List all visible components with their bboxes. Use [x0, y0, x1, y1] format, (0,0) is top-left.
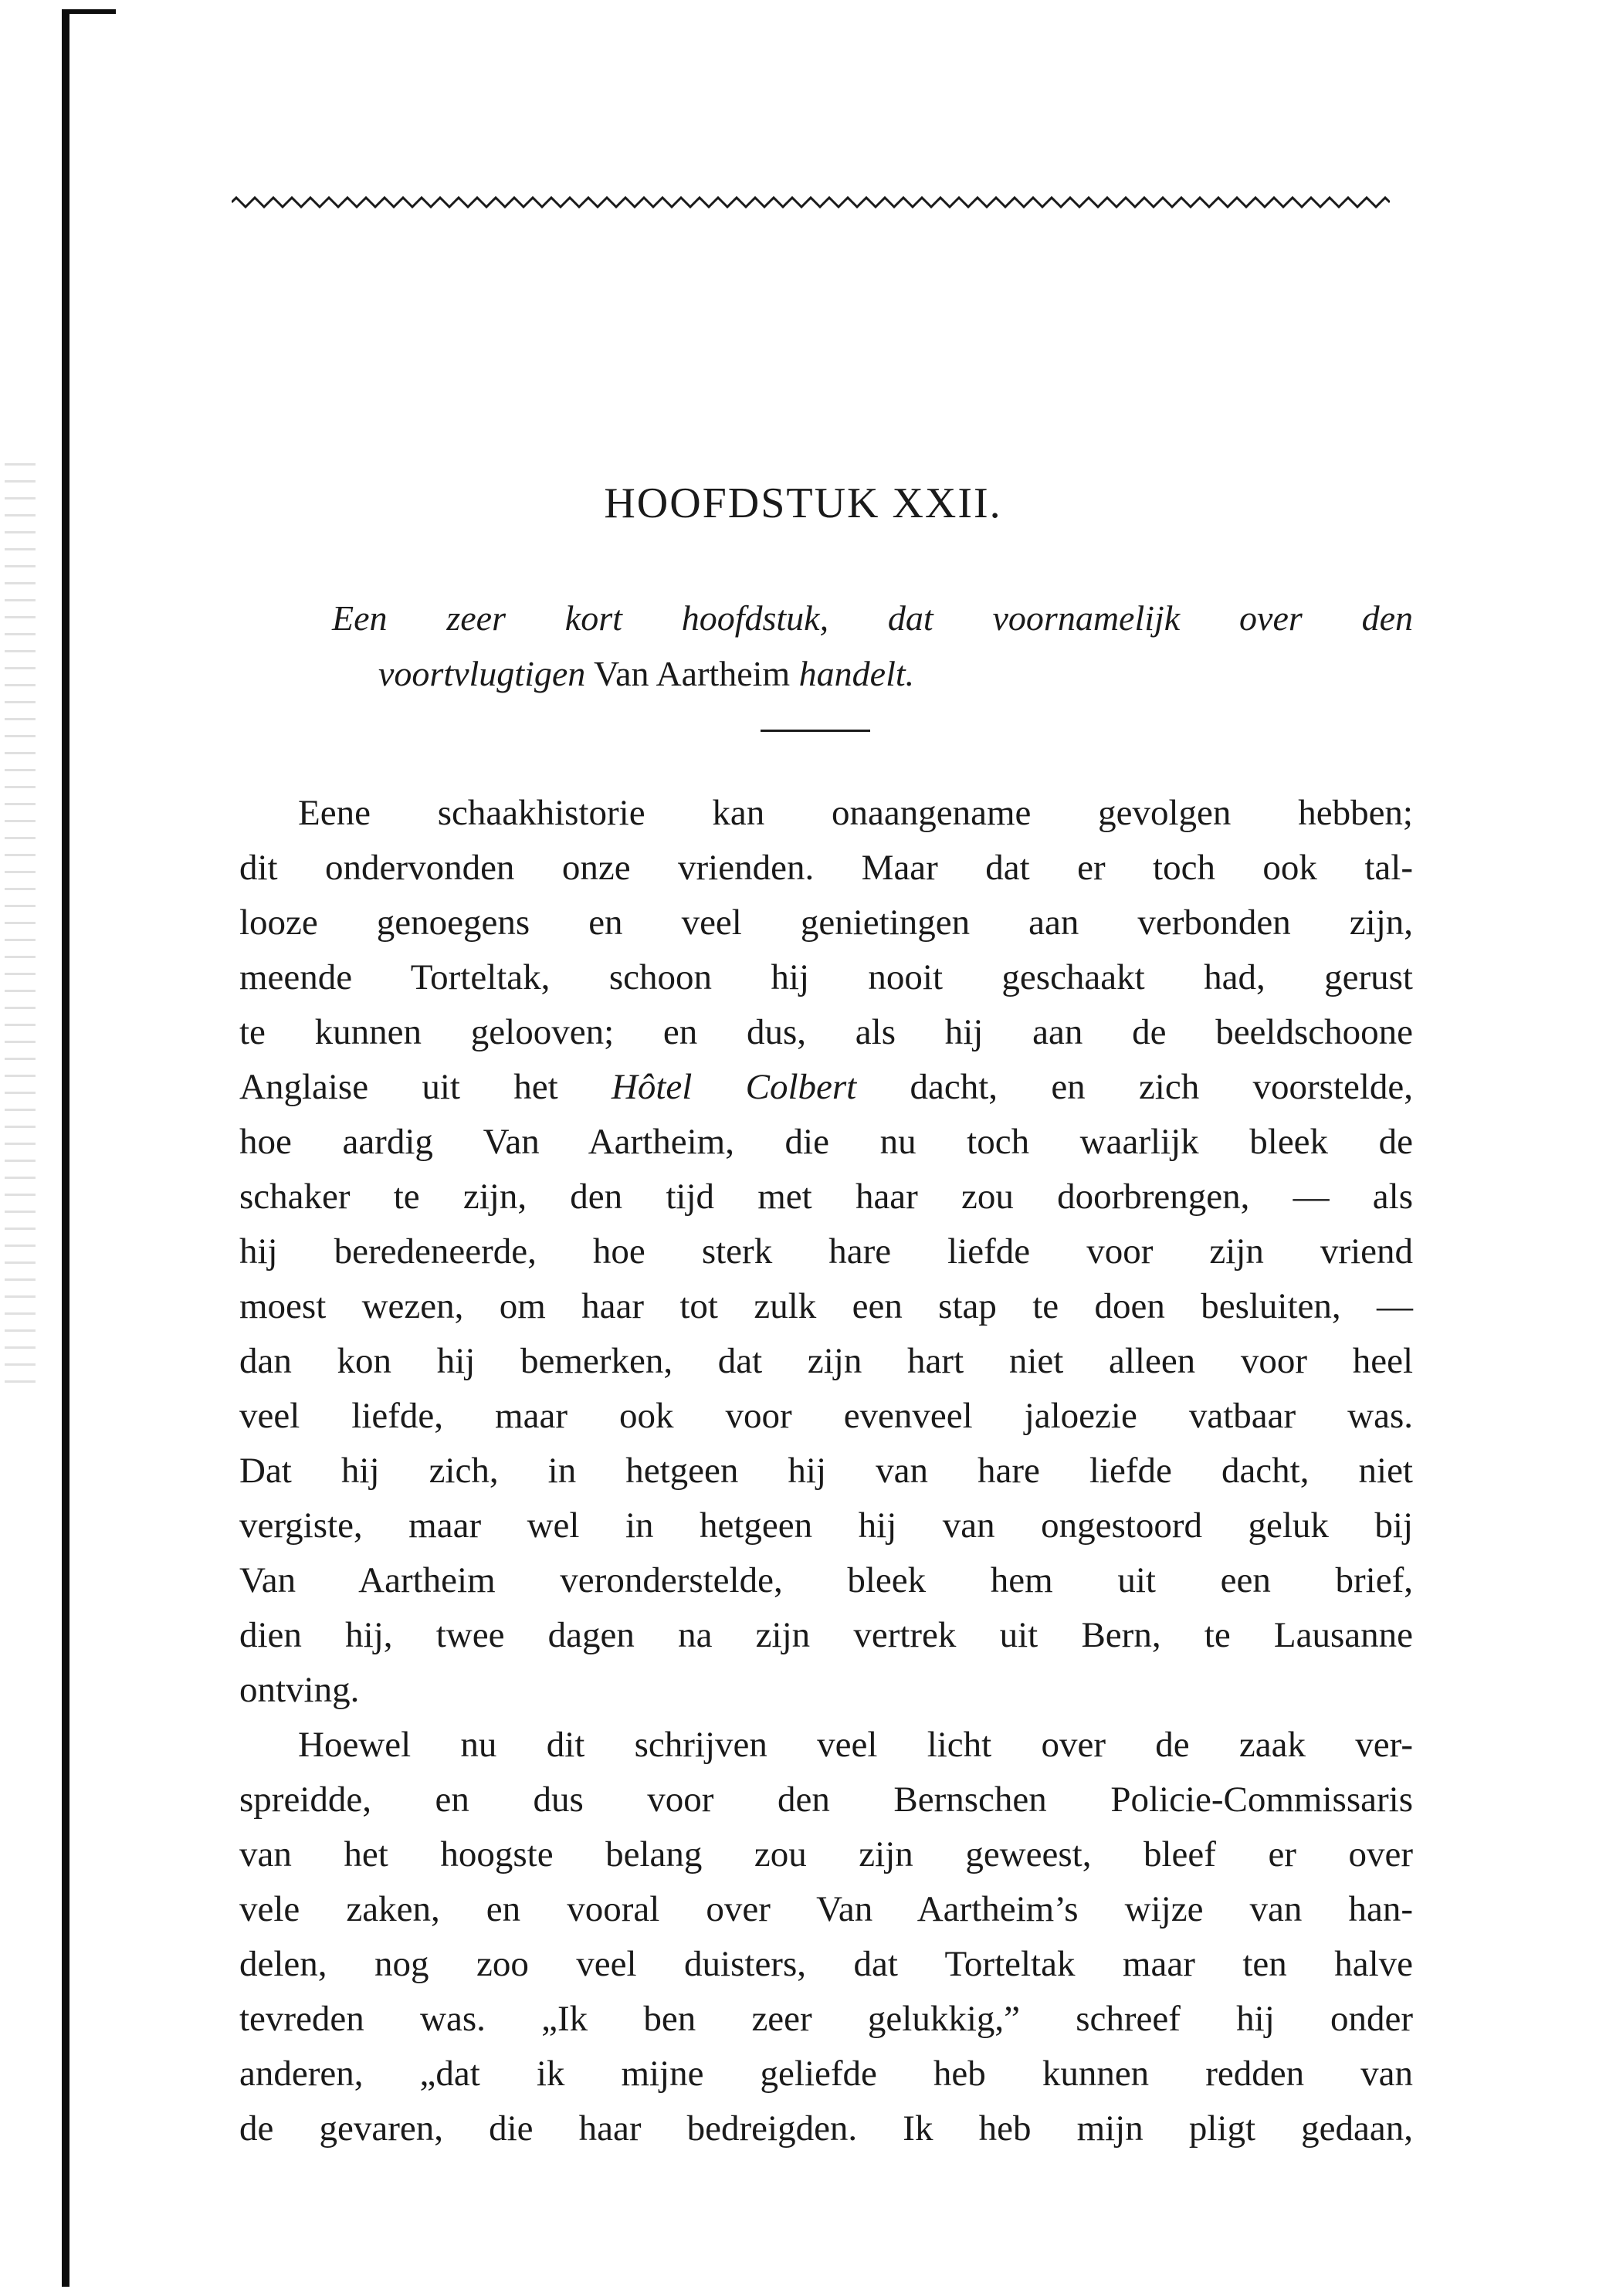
binding-tick: [62, 9, 116, 14]
paragraph-1: [239, 786, 1413, 1718]
text-line: hij beredeneerde, hoe sterk hare liefde voor zijn vriend: [239, 1231, 1413, 1272]
text-line: vergiste, maar wel in hetgeen hij van ongestoord geluk bij: [239, 1505, 1413, 1546]
text-line: te kunnen gelooven; en dus, als hij aan de beeldschoone: [239, 1012, 1413, 1052]
text-line: delen, nog zoo veel duisters, dat Torteltak maar ten halve: [239, 1944, 1413, 1984]
text-line: spreidde, en dus voor den Bernschen Policie-Commissaris: [239, 1780, 1413, 1820]
text-line: schaker te zijn, den tijd met haar zou doorbrengen, — als: [239, 1177, 1413, 1217]
binding-edge: [62, 9, 69, 2287]
text-line: hoe aardig Van Aartheim, die nu toch waarlijk bleek de: [239, 1122, 1413, 1162]
text-line: van het hoogste belang zou zijn geweest, bleef er over: [239, 1834, 1413, 1874]
text-line: tevreden was. „Ik ben zeer gelukkig,” schreef hij onder: [239, 1999, 1413, 2039]
body-text: [239, 786, 1413, 2156]
text-line: veel liefde, maar ook voor evenveel jaloezie vatbaar was.: [239, 1396, 1413, 1436]
text-line: Van Aartheim veronderstelde, bleek hem uit een brief,: [239, 1560, 1413, 1600]
text-line: dit ondervonden onze vrienden. Maar dat er toch ook tal-: [239, 848, 1413, 888]
text-line: anderen, „dat ik mijne geliefde heb kunnen redden van: [239, 2054, 1413, 2094]
paragraph-2: [239, 1718, 1413, 2156]
text-line: Eene schaakhistorie kan onaangename gevolgen hebben;: [298, 793, 1413, 833]
text-line: Dat hij zich, in hetgeen hij van hare liefde dacht, niet: [239, 1451, 1413, 1491]
wavy-ornament-rule: [232, 193, 1390, 212]
text-line: Anglaise uit het Hôtel Colbert dacht, en zich voorstelde,: [239, 1067, 1414, 1107]
subtitle-line-2: voortvlugtigen Van Aartheim handelt.: [378, 654, 915, 693]
text-line: meende Torteltak, schoon hij nooit geschaakt had, gerust: [239, 957, 1413, 997]
chapter-subtitle: [239, 591, 1413, 702]
text-line: dien hij, twee dagen na zijn vertrek uit Bern, te Lausanne: [239, 1615, 1413, 1655]
text-line: looze genoegens en veel genietingen aan verbonden zijn,: [239, 902, 1413, 943]
subtitle-line-1: Een zeer kort hoofdstuk, dat voornamelijk over den: [332, 598, 1413, 638]
text-line: ontving.: [239, 1670, 360, 1710]
text-line: moest wezen, om haar tot zulk een stap te doen besluiten, —: [239, 1286, 1413, 1326]
text-line: de gevaren, die haar bedreigden. Ik heb mijn pligt gedaan,: [239, 2108, 1413, 2149]
text-line: vele zaken, en vooral over Van Aartheim’s wijze van han-: [239, 1889, 1413, 1929]
text-line: Hoewel nu dit schrijven veel licht over de zaak ver-: [298, 1725, 1413, 1765]
chapter-title: HOOFDSTUK XXII.: [604, 479, 1002, 527]
binding-speckle: [5, 463, 36, 1390]
short-divider-rule: [761, 730, 870, 732]
text-line: dan kon hij bemerken, dat zijn hart niet alleen voor heel: [239, 1341, 1413, 1381]
